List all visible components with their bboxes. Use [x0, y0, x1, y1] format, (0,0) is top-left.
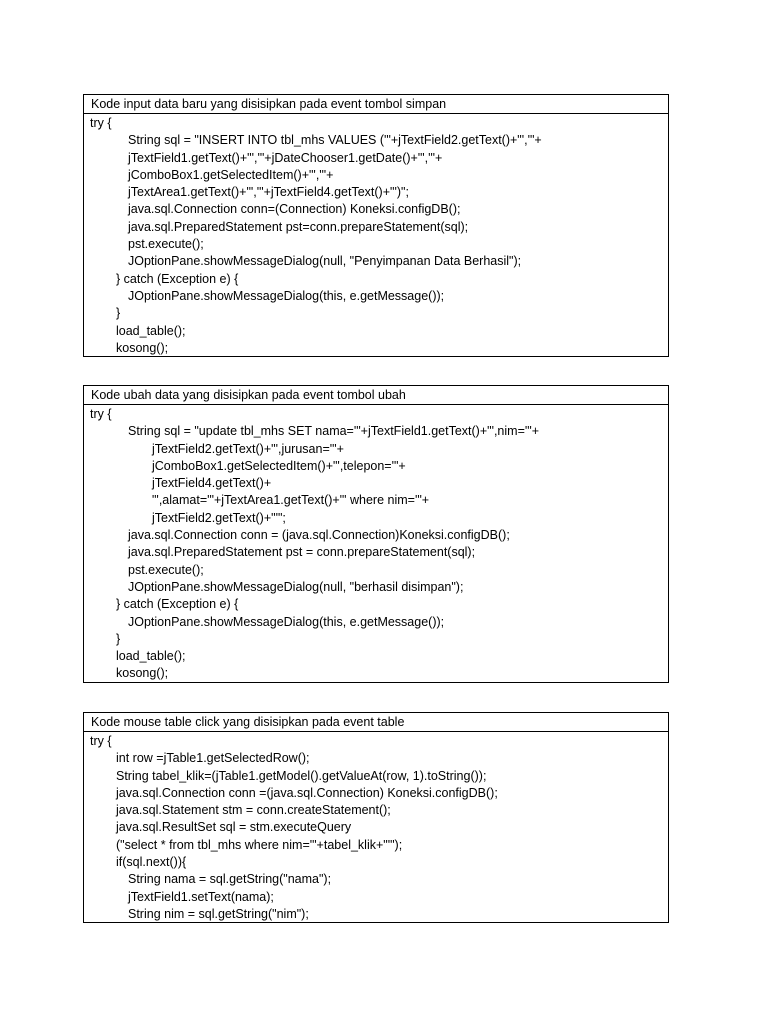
- code-line: load_table();: [116, 323, 186, 338]
- code-line: JOptionPane.showMessageDialog(this, e.getMessage());: [128, 614, 445, 629]
- code-line: jTextField1.getText()+"','"+jDateChooser1.getDate()+"','"+: [128, 150, 443, 165]
- table-header: Kode ubah data yang disisipkan pada event tombol ubah: [84, 386, 668, 405]
- code-block: [84, 732, 668, 923]
- code-line: java.sql.PreparedStatement pst=conn.prepareStatement(sql);: [128, 219, 469, 234]
- code-line: jTextField1.setText(nama);: [128, 889, 274, 904]
- code-line: String nim = sql.getString("nim");: [128, 906, 309, 921]
- code-line: load_table();: [116, 649, 186, 664]
- code-line: kosong();: [116, 666, 169, 681]
- code-line: JOptionPane.showMessageDialog(null, "berhasil disimpan");: [128, 579, 464, 594]
- code-line: }: [116, 306, 121, 321]
- code-line: jTextField4.getText()+: [152, 476, 272, 491]
- code-line: java.sql.PreparedStatement pst = conn.prepareStatement(sql);: [128, 545, 476, 560]
- code-line: }: [116, 631, 121, 646]
- code-line: int row =jTable1.getSelectedRow();: [116, 751, 310, 766]
- code-line: } catch (Exception e) {: [116, 271, 239, 286]
- code-line: JOptionPane.showMessageDialog(null, "Penyimpanan Data Berhasil");: [128, 254, 522, 269]
- code-table-mouse-click: [83, 712, 669, 923]
- table-header: Kode input data baru yang disisipkan pada event tombol simpan: [84, 95, 668, 114]
- code-table-ubah: [83, 385, 669, 683]
- code-line: "',alamat='"+jTextArea1.getText()+"' where nim='"+: [152, 493, 430, 508]
- code-line: pst.execute();: [128, 562, 204, 577]
- code-line: try {: [90, 116, 112, 130]
- code-line: kosong();: [116, 340, 169, 355]
- code-line: String tabel_klik=(jTable1.getModel().getValueAt(row, 1).toString());: [116, 768, 487, 783]
- code-line: } catch (Exception e) {: [116, 597, 239, 612]
- code-block: [84, 114, 668, 357]
- code-line: jComboBox1.getSelectedItem()+"',telepon='"+: [152, 458, 406, 473]
- code-line: java.sql.Statement stm = conn.createStatement();: [116, 803, 391, 818]
- code-line: if(sql.next()){: [116, 855, 187, 870]
- code-table-simpan: [83, 94, 669, 357]
- code-line: java.sql.ResultSet sql = stm.executeQuery: [116, 820, 352, 835]
- code-line: jTextField2.getText()+"',jurusan='"+: [152, 441, 344, 456]
- code-line: jTextArea1.getText()+"','"+jTextField4.getText()+"')";: [128, 185, 409, 200]
- code-line: java.sql.Connection conn = (java.sql.Connection)Koneksi.configDB();: [128, 528, 510, 543]
- code-block: [84, 405, 668, 683]
- code-line: try {: [90, 734, 112, 748]
- code-line: java.sql.Connection conn =(java.sql.Connection) Koneksi.configDB();: [116, 785, 498, 800]
- table-header: Kode mouse table click yang disisipkan pada event table: [84, 713, 668, 732]
- code-line: pst.execute();: [128, 237, 204, 252]
- code-line: JOptionPane.showMessageDialog(this, e.getMessage());: [128, 288, 445, 303]
- code-line: String nama = sql.getString("nama");: [128, 872, 332, 887]
- code-line: java.sql.Connection conn=(Connection) Koneksi.configDB();: [128, 202, 461, 217]
- code-line: jComboBox1.getSelectedItem()+"','"+: [128, 167, 334, 182]
- code-line: try {: [90, 407, 112, 421]
- code-line: jTextField2.getText()+"'";: [152, 510, 286, 525]
- code-line: String sql = "INSERT INTO tbl_mhs VALUES ('"+jTextField2.getText()+"','"+: [128, 133, 542, 148]
- code-line: String sql = "update tbl_mhs SET nama='"+jTextField1.getText()+"',nim='"+: [128, 424, 539, 439]
- code-line: ("select * from tbl_mhs where nim='"+tabel_klik+"'");: [116, 837, 403, 852]
